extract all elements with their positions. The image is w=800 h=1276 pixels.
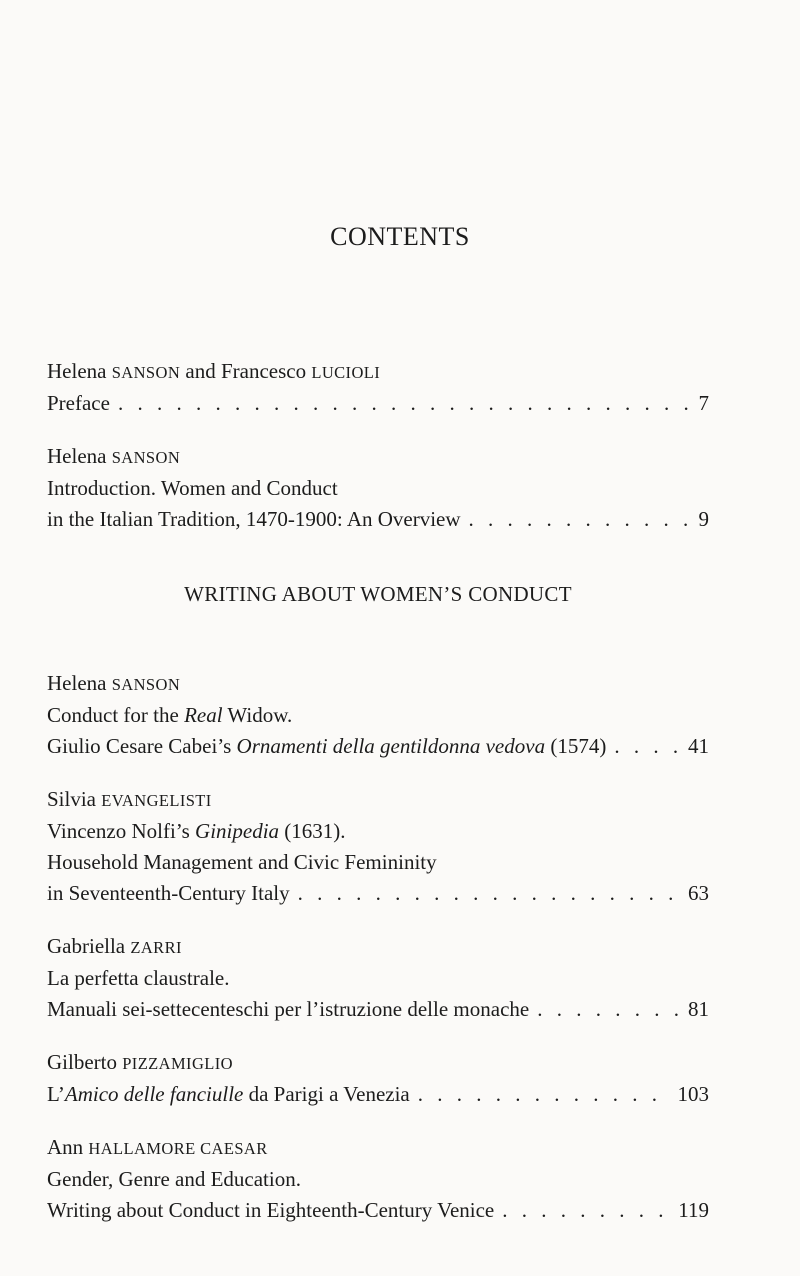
toc-entry <box>47 441 709 535</box>
entry-author <box>47 441 709 473</box>
author-first-name: Gabriella <box>47 934 126 958</box>
author-conjunction: and <box>185 359 216 383</box>
entry-title-line-with-page <box>47 504 709 535</box>
entry-title-line-with-page <box>47 994 709 1025</box>
author-surname: EVANGELISTI <box>101 791 212 810</box>
entry-author <box>47 668 709 700</box>
section-heading: WRITING ABOUT WOMEN’S CONDUCT <box>184 582 572 606</box>
title-italic-segment: Real <box>184 703 223 727</box>
author-surname: HALLAMORE CAESAR <box>88 1139 268 1158</box>
toc-entry <box>47 931 709 1025</box>
toc-entry <box>47 784 709 909</box>
title-text-segment: Gender, Genre and Education. <box>47 1167 301 1191</box>
dot-leader <box>118 388 689 419</box>
author-surname: SANSON <box>111 448 181 467</box>
toc-entry <box>47 1132 709 1226</box>
title-text-segment: L’ <box>47 1082 65 1106</box>
title-text-segment: (1631). <box>279 819 346 843</box>
title-italic-segment: Amico delle fanciulle <box>64 1082 244 1106</box>
entry-title-text <box>47 504 461 535</box>
author-surname: PIZZAMIGLIO <box>122 1054 233 1073</box>
title-text-segment: Conduct for the <box>47 703 185 727</box>
entry-title-line <box>47 847 709 878</box>
title-text-segment: da Parigi a Venezia <box>243 1082 410 1106</box>
entry-author <box>47 1047 709 1079</box>
dot-leader <box>418 1079 668 1110</box>
entry-title-line-with-page <box>47 1079 709 1110</box>
author-surname: ZARRI <box>130 938 182 957</box>
author-first-name: Ann <box>47 1135 84 1159</box>
title-text-segment: Giulio Cesare Cabei’s <box>47 734 237 758</box>
author-first-name: Helena <box>47 444 107 468</box>
entry-title-line-with-page <box>47 1195 709 1226</box>
entry-title-line <box>47 963 709 994</box>
author-surname: SANSON <box>111 363 181 382</box>
title-text-segment: in the Italian Tradition, 1470-1900: An Overview <box>47 507 461 531</box>
dot-leader <box>298 878 678 909</box>
title-italic-segment: Ginipedia <box>195 819 280 843</box>
toc-entry <box>47 356 709 419</box>
title-italic-segment: Ornamenti della gentildonna vedova <box>236 734 546 758</box>
entry-title-line-with-page <box>47 878 709 909</box>
title-text-segment: (1574) <box>545 734 607 758</box>
page-number: 63 <box>688 881 709 905</box>
author-surname: SANSON <box>111 675 181 694</box>
author-first-name: Silvia <box>47 787 97 811</box>
author-first-name: Helena <box>47 671 107 695</box>
entry-title-text <box>47 1079 410 1110</box>
entry-title-text <box>47 878 290 909</box>
page-number: 103 <box>677 1082 709 1106</box>
page-number: 81 <box>688 997 709 1021</box>
title-text-segment: Household Management and Civic Femininity <box>47 850 437 874</box>
author-first-name: Gilberto <box>47 1050 117 1074</box>
page-number: 7 <box>698 391 709 415</box>
title-text-segment: Preface <box>47 391 110 415</box>
entry-author <box>47 356 709 388</box>
toc-front-matter <box>47 356 709 535</box>
title-text-segment: in Seventeenth-Century Italy <box>47 881 290 905</box>
entry-author <box>47 784 709 816</box>
entry-title-line <box>47 816 709 847</box>
dot-leader <box>614 731 678 762</box>
dot-leader <box>469 504 689 535</box>
toc-entry <box>47 668 709 762</box>
entry-author <box>47 1132 709 1164</box>
title-text-segment: La perfetta claustrale. <box>47 966 230 990</box>
title-text-segment: Writing about Conduct in Eighteenth-Century Venice <box>47 1198 495 1222</box>
entry-title-line-with-page <box>47 388 709 419</box>
entry-title-line-with-page <box>47 731 709 762</box>
author-first-name: Helena <box>47 359 107 383</box>
page-number: 9 <box>698 507 709 531</box>
entry-title-text <box>47 994 529 1025</box>
entry-title-line <box>47 700 709 731</box>
author-surname: LUCIOLI <box>311 363 381 382</box>
dot-leader <box>537 994 678 1025</box>
table-of-contents <box>47 356 709 1248</box>
entry-title-text <box>47 731 606 762</box>
page-title: CONTENTS <box>330 222 470 251</box>
entry-author <box>47 931 709 963</box>
entry-title-text <box>47 388 110 419</box>
page-number: 119 <box>678 1198 709 1222</box>
entry-title-text <box>47 1195 494 1226</box>
toc-section-entries <box>47 668 709 1226</box>
entry-title-line <box>47 1164 709 1195</box>
entry-title-line <box>47 473 709 504</box>
dot-leader <box>502 1195 668 1226</box>
title-text-segment: Vincenzo Nolfi’s <box>47 819 196 843</box>
title-text-segment: Widow. <box>222 703 293 727</box>
page-number: 41 <box>688 734 709 758</box>
title-text-segment: Manuali sei-settecenteschi per l’istruzione delle monache <box>47 997 530 1021</box>
toc-entry <box>47 1047 709 1110</box>
title-text-segment: Introduction. Women and Conduct <box>47 476 338 500</box>
author-first-name: Francesco <box>220 359 307 383</box>
